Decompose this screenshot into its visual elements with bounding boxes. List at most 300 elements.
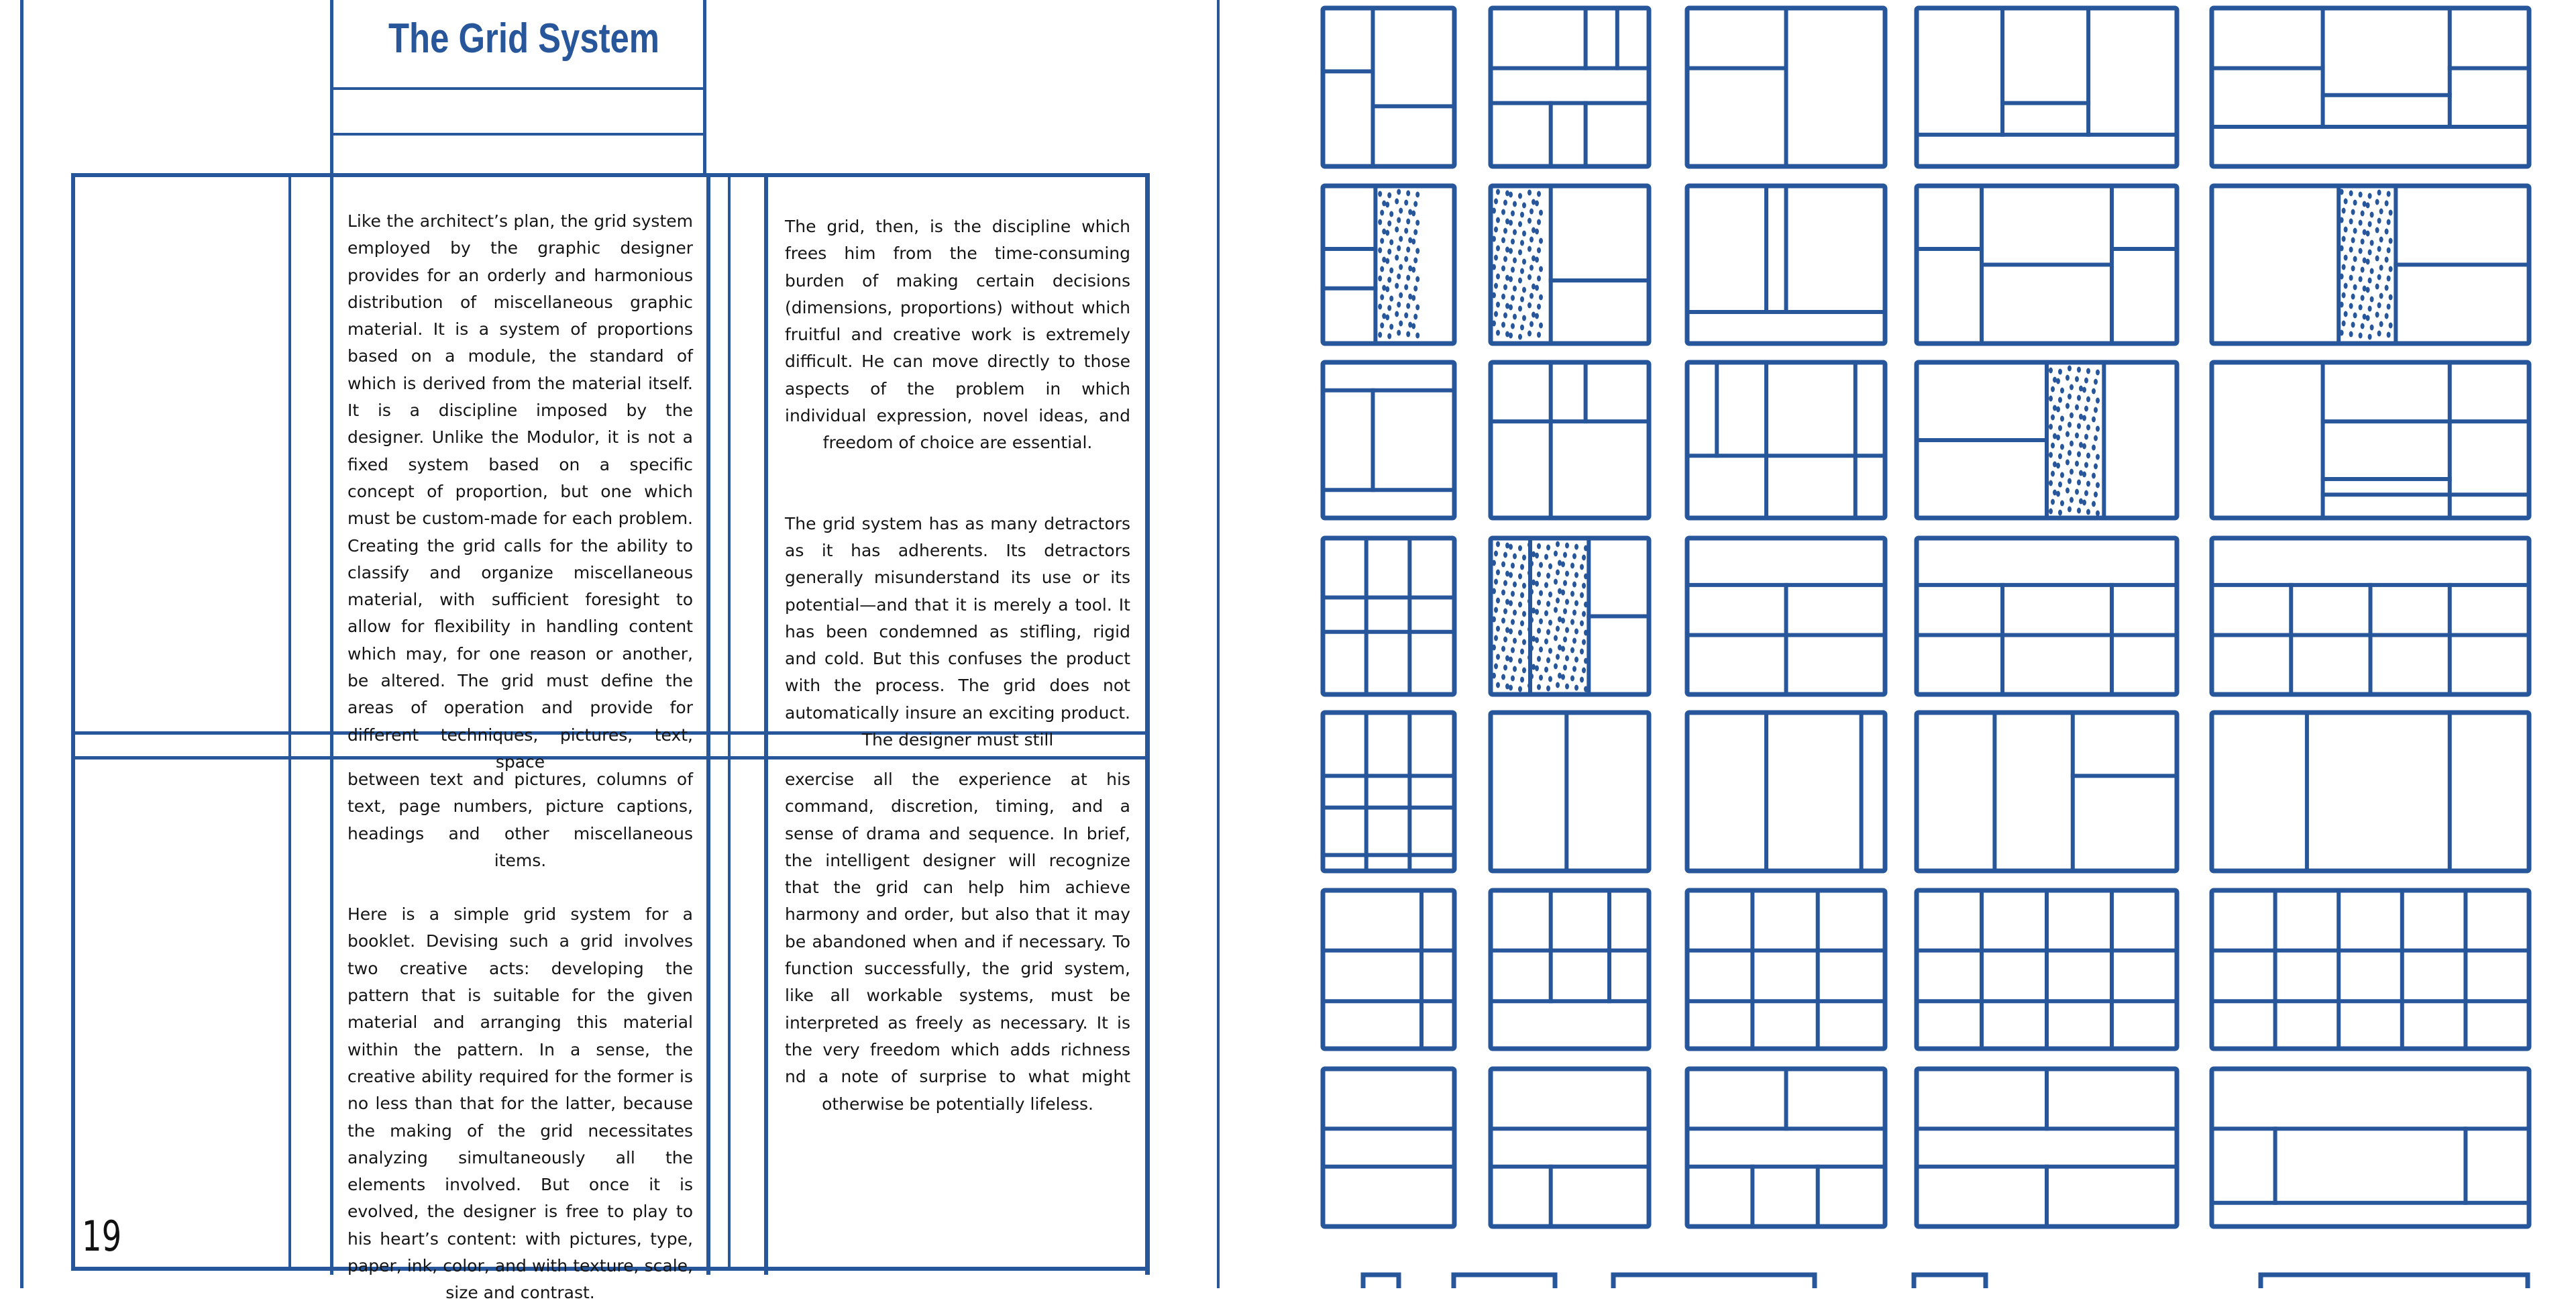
- texture-dot: [2065, 375, 2070, 381]
- texture-dot: [1548, 592, 1552, 598]
- texture-dot: [1509, 276, 1513, 282]
- texture-dot: [2368, 306, 2372, 312]
- grid-thumbnail-frame: [1491, 890, 1649, 1049]
- texture-dot: [1527, 246, 1532, 252]
- texture-dot: [2092, 388, 2096, 395]
- page-title: The Grid System: [388, 15, 660, 62]
- texture-dot: [2349, 331, 2353, 337]
- texture-dot: [2366, 259, 2370, 265]
- texture-dot: [1411, 211, 1415, 217]
- texture-dot: [2342, 264, 2346, 270]
- texture-dot: [1406, 331, 1410, 337]
- texture-dot: [1561, 590, 1565, 596]
- texture-dot: [2086, 481, 2090, 487]
- texture-dot: [2077, 367, 2081, 373]
- texture-dot: [2077, 423, 2081, 429]
- texture-dot: [1522, 203, 1526, 209]
- texture-dot: [1520, 297, 1524, 303]
- texture-dot: [1503, 665, 1507, 671]
- grid-thumbnail-frame: [1491, 8, 1649, 166]
- texture-dot: [2077, 395, 2081, 401]
- texture-dot: [2361, 295, 2365, 301]
- paragraph: Here is a simple grid system for a booklet. Devising such a grid involves two creative acts: developing the pattern that is suitable for the given material and arranging this material within the pattern. In a sense, the creative ability required for the former is no less than that for the latter, because the making of the grid necessitates analyzing simultaneously all the elements involved. But once it is evolved, the designer is free to play to his heart’s content: with pictures, type, paper, ink, color, and with texture, scale, size and contrast.: [347, 904, 693, 1303]
- texture-dot: [2049, 480, 2053, 486]
- texture-dot: [1406, 303, 1410, 309]
- texture-dot: [1406, 219, 1410, 225]
- texture-dot: [2379, 209, 2383, 215]
- texture-dot: [2094, 407, 2098, 413]
- texture-dot: [2361, 211, 2365, 217]
- texture-dot: [2353, 284, 2357, 291]
- texture-dot: [1518, 221, 1522, 227]
- texture-dot: [2359, 220, 2363, 226]
- texture-dot: [2344, 227, 2348, 233]
- texture-dot: [1518, 686, 1522, 692]
- texture-dot: [1556, 626, 1560, 632]
- texture-dot: [2377, 246, 2381, 252]
- texture-dot: [1580, 564, 1584, 570]
- grid-thumbnail-partial: [2261, 1275, 2528, 1288]
- texture-dot: [1544, 667, 1548, 673]
- texture-dot: [2351, 238, 2355, 244]
- texture-dot: [2387, 248, 2391, 254]
- texture-dot: [2075, 489, 2079, 495]
- texture-dot: [2051, 499, 2055, 505]
- texture-dot: [2377, 331, 2381, 337]
- texture-dot: [2359, 333, 2363, 339]
- texture-dot: [2385, 257, 2389, 263]
- texture-dot: [1563, 580, 1567, 586]
- texture-dot: [1378, 248, 1382, 254]
- texture-dot: [2060, 416, 2064, 422]
- grid-thumbnail-frame: [1491, 362, 1649, 518]
- texture-dot: [1501, 294, 1505, 300]
- texture-dot: [2065, 460, 2070, 466]
- texture-dot: [2075, 405, 2079, 411]
- texture-dot: [1513, 610, 1517, 616]
- texture-dot: [2375, 284, 2379, 290]
- texture-dot: [1580, 649, 1584, 655]
- texture-dot: [1415, 192, 1419, 198]
- texture-dot: [1527, 303, 1532, 309]
- texture-dot: [2077, 480, 2081, 486]
- texture-dot: [2070, 413, 2074, 419]
- texture-dot: [2082, 443, 2086, 450]
- texture-dot: [1380, 266, 1384, 272]
- texture-dot: [2387, 332, 2391, 338]
- texture-dot: [2375, 227, 2379, 233]
- texture-dot: [1520, 592, 1524, 598]
- texture-dot: [2370, 240, 2374, 246]
- texture-dot: [1535, 637, 1539, 643]
- texture-dot: [2094, 435, 2098, 441]
- texture-dot: [2077, 452, 2081, 458]
- texture-dot: [1397, 302, 1401, 308]
- texture-dot: [2368, 278, 2372, 284]
- texture-dot: [1570, 676, 1574, 682]
- texture-dot: [2065, 403, 2070, 409]
- texture-dot: [1537, 276, 1541, 282]
- texture-dot: [1494, 579, 1498, 585]
- texture-dot: [1565, 627, 1569, 633]
- texture-dot: [2068, 422, 2072, 428]
- texture-dot: [2051, 471, 2055, 477]
- texture-dot: [1574, 544, 1578, 550]
- texture-dot: [1404, 228, 1408, 234]
- texture-dot: [2361, 323, 2365, 329]
- texture-dot: [1561, 618, 1565, 624]
- texture-dot: [1572, 582, 1576, 588]
- texture-dot: [2049, 424, 2053, 430]
- texture-dot: [1404, 200, 1408, 206]
- texture-dot: [1397, 274, 1401, 280]
- texture-dot: [1378, 219, 1382, 225]
- texture-dot: [1404, 284, 1408, 291]
- texture-dot: [2068, 450, 2072, 456]
- texture-dot: [1565, 571, 1569, 577]
- texture-dot: [1535, 553, 1539, 559]
- texture-dot: [1570, 591, 1574, 597]
- texture-dot: [1535, 581, 1539, 587]
- texture-dot: [1539, 647, 1543, 653]
- texture-dot: [2092, 445, 2096, 451]
- texture-dot: [1511, 211, 1515, 217]
- texture-dot: [2070, 469, 2074, 475]
- texture-dot: [1548, 648, 1552, 654]
- texture-dot: [1387, 277, 1391, 283]
- texture-dot: [2387, 219, 2391, 225]
- texture-dot: [1546, 573, 1550, 579]
- texture-dot: [1494, 199, 1498, 205]
- texture-dot: [1548, 620, 1552, 626]
- texture-dot: [1389, 240, 1393, 246]
- texture-dot: [1546, 629, 1550, 635]
- texture-dot: [2096, 398, 2100, 404]
- texture-dot: [1501, 209, 1505, 215]
- texture-dot: [2379, 321, 2383, 327]
- texture-dot: [2377, 190, 2381, 196]
- texture-dot: [2056, 463, 2060, 469]
- texture-dot: [2084, 490, 2088, 496]
- texture-dot: [1513, 229, 1517, 236]
- texture-dot: [1565, 656, 1569, 662]
- texture-dot: [1572, 610, 1576, 616]
- texture-dot: [2370, 268, 2374, 274]
- paragraph: Like the architect’s plan, the grid system employed by the graphic designer provides for an orderly and harmonious distribution of miscellaneous graphic material. It is a system of proportions based on a module, the standard of which is derived from the material itself. It is a discipline imposed by the designer. Unlike the Modulor, it is not a fixed system based on a specific concept of proportion, but one which must be custom-made for each problem. Creating the grid calls for the ability to classify and organize miscellaneous material, with sufficient foresight to allow for flexibility in handling content which may, for one reason or another, be altered. The grid must define the areas of operation and provide for different techniques, pictures, text, space: [347, 211, 693, 772]
- texture-dot: [1529, 321, 1534, 327]
- grid-thumbnail-partial: [1454, 1275, 1555, 1288]
- texture-dot: [1387, 305, 1391, 311]
- texture-dot: [1539, 562, 1543, 568]
- texture-dot: [2359, 192, 2363, 198]
- texture-dot: [1496, 541, 1500, 547]
- texture-dot: [2049, 452, 2053, 458]
- texture-dot: [2342, 208, 2346, 214]
- texture-dot: [1535, 285, 1539, 291]
- texture-dot: [1582, 583, 1586, 589]
- texture-dot: [2359, 276, 2363, 282]
- texture-dot: [2086, 425, 2090, 431]
- texture-dot: [1501, 562, 1505, 568]
- texture-dot: [1503, 580, 1507, 586]
- texture-dot: [1503, 200, 1507, 206]
- texture-dot: [1513, 638, 1517, 644]
- texture-dot: [1378, 191, 1382, 197]
- texture-dot: [1415, 305, 1419, 311]
- texture-dot: [2058, 397, 2062, 403]
- texture-dot: [1496, 682, 1500, 688]
- texture-dot: [1511, 647, 1515, 654]
- texture-dot: [1389, 268, 1393, 274]
- grid-thumbnail-partial: [1613, 1275, 1815, 1288]
- texture-dot: [2379, 293, 2383, 299]
- texture-dot: [1527, 218, 1532, 224]
- grid-thumbnail-partial: [1914, 1275, 1986, 1288]
- texture-dot: [2070, 384, 2074, 390]
- texture-dot: [1494, 283, 1498, 289]
- texture-dot: [2370, 212, 2374, 218]
- texture-dot: [1380, 210, 1384, 216]
- texture-dot: [1399, 208, 1403, 214]
- texture-dot: [1509, 305, 1513, 311]
- texture-dot: [1509, 220, 1513, 226]
- texture-dot: [1522, 231, 1526, 237]
- texture-dot: [2344, 199, 2348, 205]
- texture-dot: [1582, 611, 1586, 617]
- texture-dot: [2375, 199, 2379, 205]
- texture-dot: [1556, 682, 1560, 688]
- texture-dot: [1387, 333, 1391, 339]
- texture-dot: [1544, 554, 1548, 560]
- texture-dot: [1501, 590, 1505, 596]
- texture-dot: [1554, 607, 1558, 613]
- texture-dot: [2351, 294, 2355, 300]
- texture-dot: [1395, 283, 1399, 289]
- texture-dot: [2096, 370, 2100, 376]
- texture-dot: [1509, 333, 1513, 339]
- texture-dot: [1387, 193, 1391, 199]
- texture-dot: [1544, 639, 1548, 645]
- texture-dot: [2086, 509, 2090, 515]
- paragraph: between text and pictures, columns of text, page numbers, picture captions, headings and other miscellaneous items.: [347, 770, 693, 870]
- texture-dot: [1580, 621, 1584, 627]
- texture-dot: [2068, 507, 2072, 513]
- texture-dot: [1572, 666, 1576, 672]
- texture-dot: [1496, 626, 1500, 632]
- texture-dot: [1387, 249, 1391, 255]
- grid-thumbnail-frame: [1917, 8, 2177, 166]
- texture-dot: [1556, 541, 1560, 547]
- texture-dot: [1535, 257, 1539, 263]
- texture-dot: [1561, 646, 1565, 652]
- texture-dot: [1496, 330, 1500, 336]
- texture-dot: [2049, 396, 2053, 402]
- texture-dot: [2385, 201, 2389, 207]
- grid-thumbnail-frame: [1323, 890, 1454, 1049]
- texture-dot: [1537, 600, 1541, 606]
- texture-dot: [1554, 579, 1558, 585]
- grid-thumbnail-frame: [1323, 713, 1454, 871]
- texture-dot: [1509, 685, 1513, 691]
- texture-dot: [2377, 218, 2381, 224]
- texture-dot: [1518, 334, 1522, 340]
- texture-dot: [1574, 685, 1578, 691]
- texture-dot: [1544, 611, 1548, 617]
- texture-dot: [2366, 315, 2370, 321]
- texture-dot: [1539, 210, 1543, 216]
- texture-dot: [2049, 509, 2053, 515]
- texture-dot: [1582, 555, 1586, 561]
- texture-dot: [1539, 295, 1543, 301]
- texture-dot: [1544, 582, 1548, 588]
- texture-dot: [1494, 311, 1498, 317]
- texture-dot: [1537, 684, 1541, 690]
- texture-dot: [2349, 275, 2353, 281]
- texture-dot: [1565, 684, 1569, 690]
- texture-dot: [1518, 193, 1522, 199]
- texture-dot: [1496, 274, 1500, 280]
- texture-dot: [1556, 570, 1560, 576]
- texture-dot: [1387, 221, 1391, 227]
- texture-dot: [2387, 191, 2391, 197]
- texture-dot: [2058, 482, 2062, 488]
- texture-dot: [2385, 229, 2389, 235]
- texture-dot: [1404, 256, 1408, 262]
- texture-dot: [1537, 543, 1541, 550]
- texture-dot: [1389, 296, 1393, 302]
- texture-dot: [1395, 255, 1399, 261]
- texture-dot: [2060, 472, 2064, 478]
- texture-dot: [1411, 323, 1415, 329]
- texture-dot: [1539, 675, 1543, 681]
- texture-dot: [2385, 285, 2389, 291]
- texture-dot: [1494, 255, 1498, 261]
- texture-dot: [2070, 497, 2074, 503]
- texture-dot: [2366, 203, 2370, 209]
- texture-dot: [2070, 441, 2074, 447]
- texture-dot: [1574, 572, 1578, 578]
- texture-dot: [2096, 511, 2100, 517]
- texture-dot: [1415, 276, 1419, 282]
- texture-dot: [1496, 598, 1500, 604]
- texture-dot: [2058, 454, 2062, 460]
- texture-dot: [2068, 478, 2072, 484]
- texture-dot: [1580, 677, 1584, 683]
- texture-dot: [1503, 228, 1507, 234]
- texture-dot: [2349, 191, 2353, 197]
- texture-dot: [1537, 191, 1541, 197]
- texture-dot: [1582, 639, 1586, 645]
- texture-dot: [1513, 666, 1517, 672]
- texture-dot: [1574, 629, 1578, 635]
- texture-dot: [1572, 554, 1576, 560]
- texture-dot: [1413, 229, 1417, 236]
- texture-dot: [2092, 417, 2096, 423]
- texture-dot: [1554, 635, 1558, 641]
- grid-thumbnail-partial: [1363, 1275, 1399, 1288]
- texture-dot: [2068, 394, 2072, 400]
- texture-dot: [2361, 267, 2365, 273]
- texture-dot: [1546, 545, 1550, 551]
- texture-dot: [2351, 266, 2355, 272]
- texture-dot: [2077, 508, 2081, 514]
- texture-dot: [1563, 552, 1567, 558]
- texture-dot: [1520, 325, 1524, 331]
- texture-dot: [1399, 321, 1403, 327]
- texture-dot: [1389, 324, 1393, 330]
- texture-dot: [1509, 544, 1513, 550]
- texture-dot: [1563, 637, 1567, 643]
- texture-dot: [1496, 217, 1500, 223]
- texture-dot: [2353, 313, 2357, 319]
- texture-dot: [2375, 312, 2379, 318]
- texture-dot: [1501, 238, 1505, 244]
- texture-dot: [1501, 266, 1505, 272]
- texture-dot: [1399, 264, 1403, 270]
- texture-dot: [1518, 602, 1522, 608]
- texture-dot: [2096, 426, 2100, 432]
- texture-dot: [1494, 635, 1498, 641]
- texture-dot: [1399, 293, 1403, 299]
- texture-dot: [1406, 191, 1410, 197]
- texture-dot: [2379, 237, 2383, 243]
- texture-dot: [1520, 212, 1524, 218]
- texture-dot: [2096, 482, 2100, 488]
- grid-thumbnail-frame: [2212, 890, 2529, 1049]
- texture-dot: [1511, 619, 1515, 625]
- texture-dot: [1565, 543, 1569, 549]
- texture-dot: [1511, 267, 1515, 273]
- texture-dot: [1522, 611, 1526, 617]
- texture-dot: [1385, 202, 1389, 208]
- dotted-panel: [1491, 186, 1551, 344]
- texture-dot: [1385, 286, 1389, 293]
- texture-dot: [1520, 240, 1524, 246]
- texture-dot: [1537, 572, 1541, 578]
- texture-dot: [2344, 283, 2348, 289]
- texture-dot: [1511, 295, 1515, 301]
- texture-dot: [2056, 491, 2060, 497]
- texture-dot: [1496, 654, 1500, 660]
- texture-dot: [2094, 379, 2098, 385]
- texture-dot: [2379, 265, 2383, 271]
- texture-dot: [2368, 193, 2372, 199]
- texture-dot: [2086, 453, 2090, 459]
- texture-dot: [2060, 444, 2064, 450]
- texture-dot: [1378, 332, 1382, 338]
- texture-dot: [1509, 248, 1513, 254]
- texture-dot: [1518, 658, 1522, 664]
- texture-dot: [2051, 386, 2055, 393]
- texture-dot: [2385, 313, 2389, 319]
- texture-dot: [1520, 677, 1524, 683]
- texture-dot: [1546, 686, 1550, 692]
- texture-dot: [1546, 601, 1550, 607]
- texture-dot: [1501, 674, 1505, 680]
- texture-dot: [2051, 443, 2055, 449]
- grid-thumbnail-frame: [1917, 713, 2177, 871]
- texture-dot: [1561, 674, 1565, 680]
- texture-dot: [1380, 323, 1384, 329]
- texture-dot: [1563, 665, 1567, 671]
- texture-dot: [2056, 407, 2060, 413]
- texture-dot: [1548, 676, 1552, 682]
- texture-dot: [1527, 331, 1532, 337]
- texture-dot: [1537, 304, 1541, 310]
- texture-dot: [1554, 664, 1558, 670]
- texture-dot: [2353, 228, 2357, 234]
- grid-thumbnail-frame: [1323, 538, 1454, 694]
